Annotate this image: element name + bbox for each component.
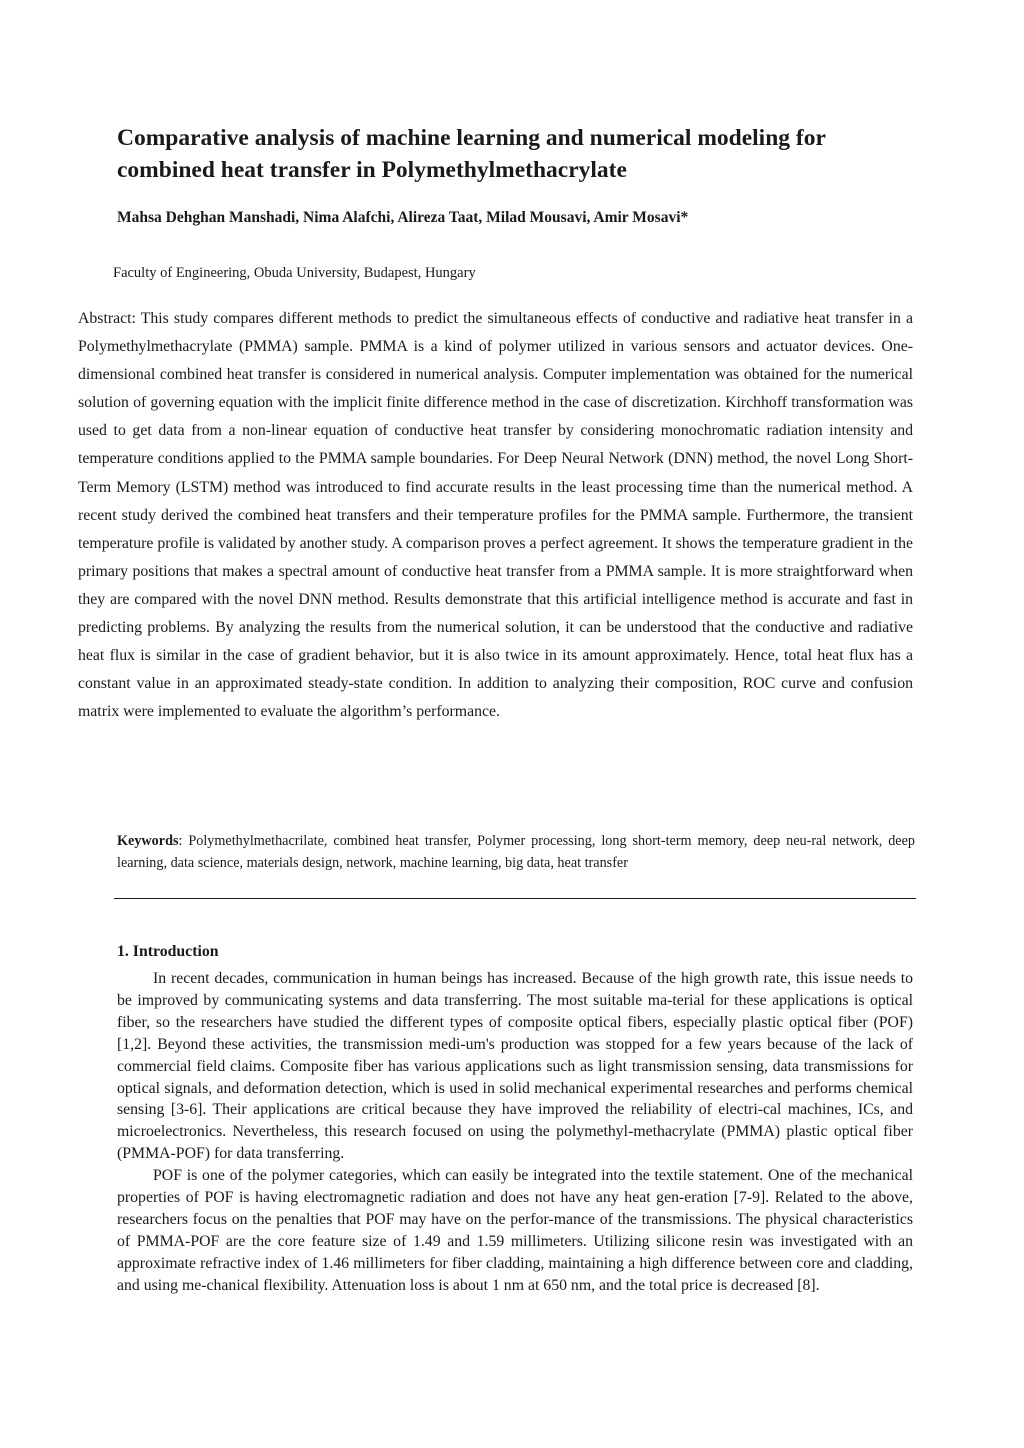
keywords-text: : Polymethylmethacrilate, combined heat transfer, Polymer processing, long short-term memory, deep neu-ral network, deep learning, data science, materials design, network, machine learning, big data, heat transfer [117, 833, 915, 871]
introduction-body [117, 968, 913, 1297]
introduction-paragraph-1: In recent decades, communication in human beings has increased. Because of the high growth rate, this issue needs to be improved by communicating systems and data transferring. The most suitable ma-terial for these applications is optical fiber, so the researchers have studied the different types of composite optical fibers, especially plastic optical fiber (POF) [1,2]. Beyond these activities, the transmission medi-um's production was stopped for a few years because of the lack of commercial field claims. Composite fiber has various applications such as light transmission sensing, data transmissions for optical signals, and deformation detection, which is used in solid mechanical experimental researches and performs chemical sensing [3-6]. Their applications are critical because they have improved the reliability of electri-cal machines, ICs, and microelectronics. Nevertheless, this research focused on using the polymethyl-methacrylate (PMMA) plastic optical fiber (PMMA-POF) for data transferring. [117, 970, 913, 1163]
introduction-paragraph-2: POF is one of the polymer categories, which can easily be integrated into the textile statement. One of the mechanical properties of POF is having electromagnetic radiation and does not have any heat gen-eration [7-9]. Related to the above, researchers focus on the penalties that POF may have on the perfor-mance of the transmissions. The physical characteristics of PMMA-POF are the core feature size of 1.49 and 1.59 millimeters. Utilizing silicone resin was investigated with an approximate refractive index of 1.46 millimeters for fiber cladding, maintaining a high difference between core and cladding, and using me-chanical flexibility. Attenuation loss is about 1 nm at 650 nm, and the total price is decreased [8]. [117, 1167, 913, 1294]
abstract-paragraph: Abstract: This study compares different methods to predict the simultaneous effects of conductive and radiative heat transfer in a Polymethylmethacrylate (PMMA) sample. PMMA is a kind of polymer utilized in various sensors and actuator devices. One-dimensional combined heat transfer is considered in numerical analysis. Computer implementation was obtained for the numerical solution of governing equation with the implicit finite difference method in the case of discretization. Kirchhoff transformation was used to get data from a non-linear equation of conductive heat transfer by considering monochromatic radiation intensity and temperature conditions applied to the PMMA sample boundaries. For Deep Neural Network (DNN) method, the novel Long Short-Term Memory (LSTM) method was introduced to find accurate results in the least processing time than the numerical method. A recent study derived the combined heat transfers and their temperature profiles for the PMMA sample. Furthermore, the transient temperature profile is validated by another study. A comparison proves a perfect agreement. It shows the temperature gradient in the primary positions that makes a spectral amount of conductive heat transfer from a PMMA sample. It is more straightforward when they are compared with the novel DNN method. Results demonstrate that this artificial intelligence method is accurate and fast in predicting problems. By analyzing the results from the numerical solution, it can be understood that the conductive and radiative heat flux is similar in the case of gradient behavior, but it is also twice in its amount approximately. Hence, total heat flux has a constant value in an approximated steady-state condition. In addition to analyzing their composition, ROC curve and confusion matrix were implemented to evaluate the algorithm’s performance. [78, 310, 913, 721]
section-divider [114, 898, 916, 899]
introduction-heading: 1. Introduction [117, 943, 219, 960]
paper-title: Comparative analysis of machine learning and numerical modeling for combined heat transfer in Polymethylmethacrylate [117, 125, 826, 183]
keywords-block [117, 830, 915, 874]
author-list: Mahsa Dehghan Manshadi, Nima Alafchi, Alireza Taat, Milad Mousavi, Amir Mosavi* [117, 209, 689, 226]
author-affiliation: Faculty of Engineering, Obuda University, Budapest, Hungary [113, 265, 476, 281]
keywords-label: Keywords [117, 833, 179, 849]
